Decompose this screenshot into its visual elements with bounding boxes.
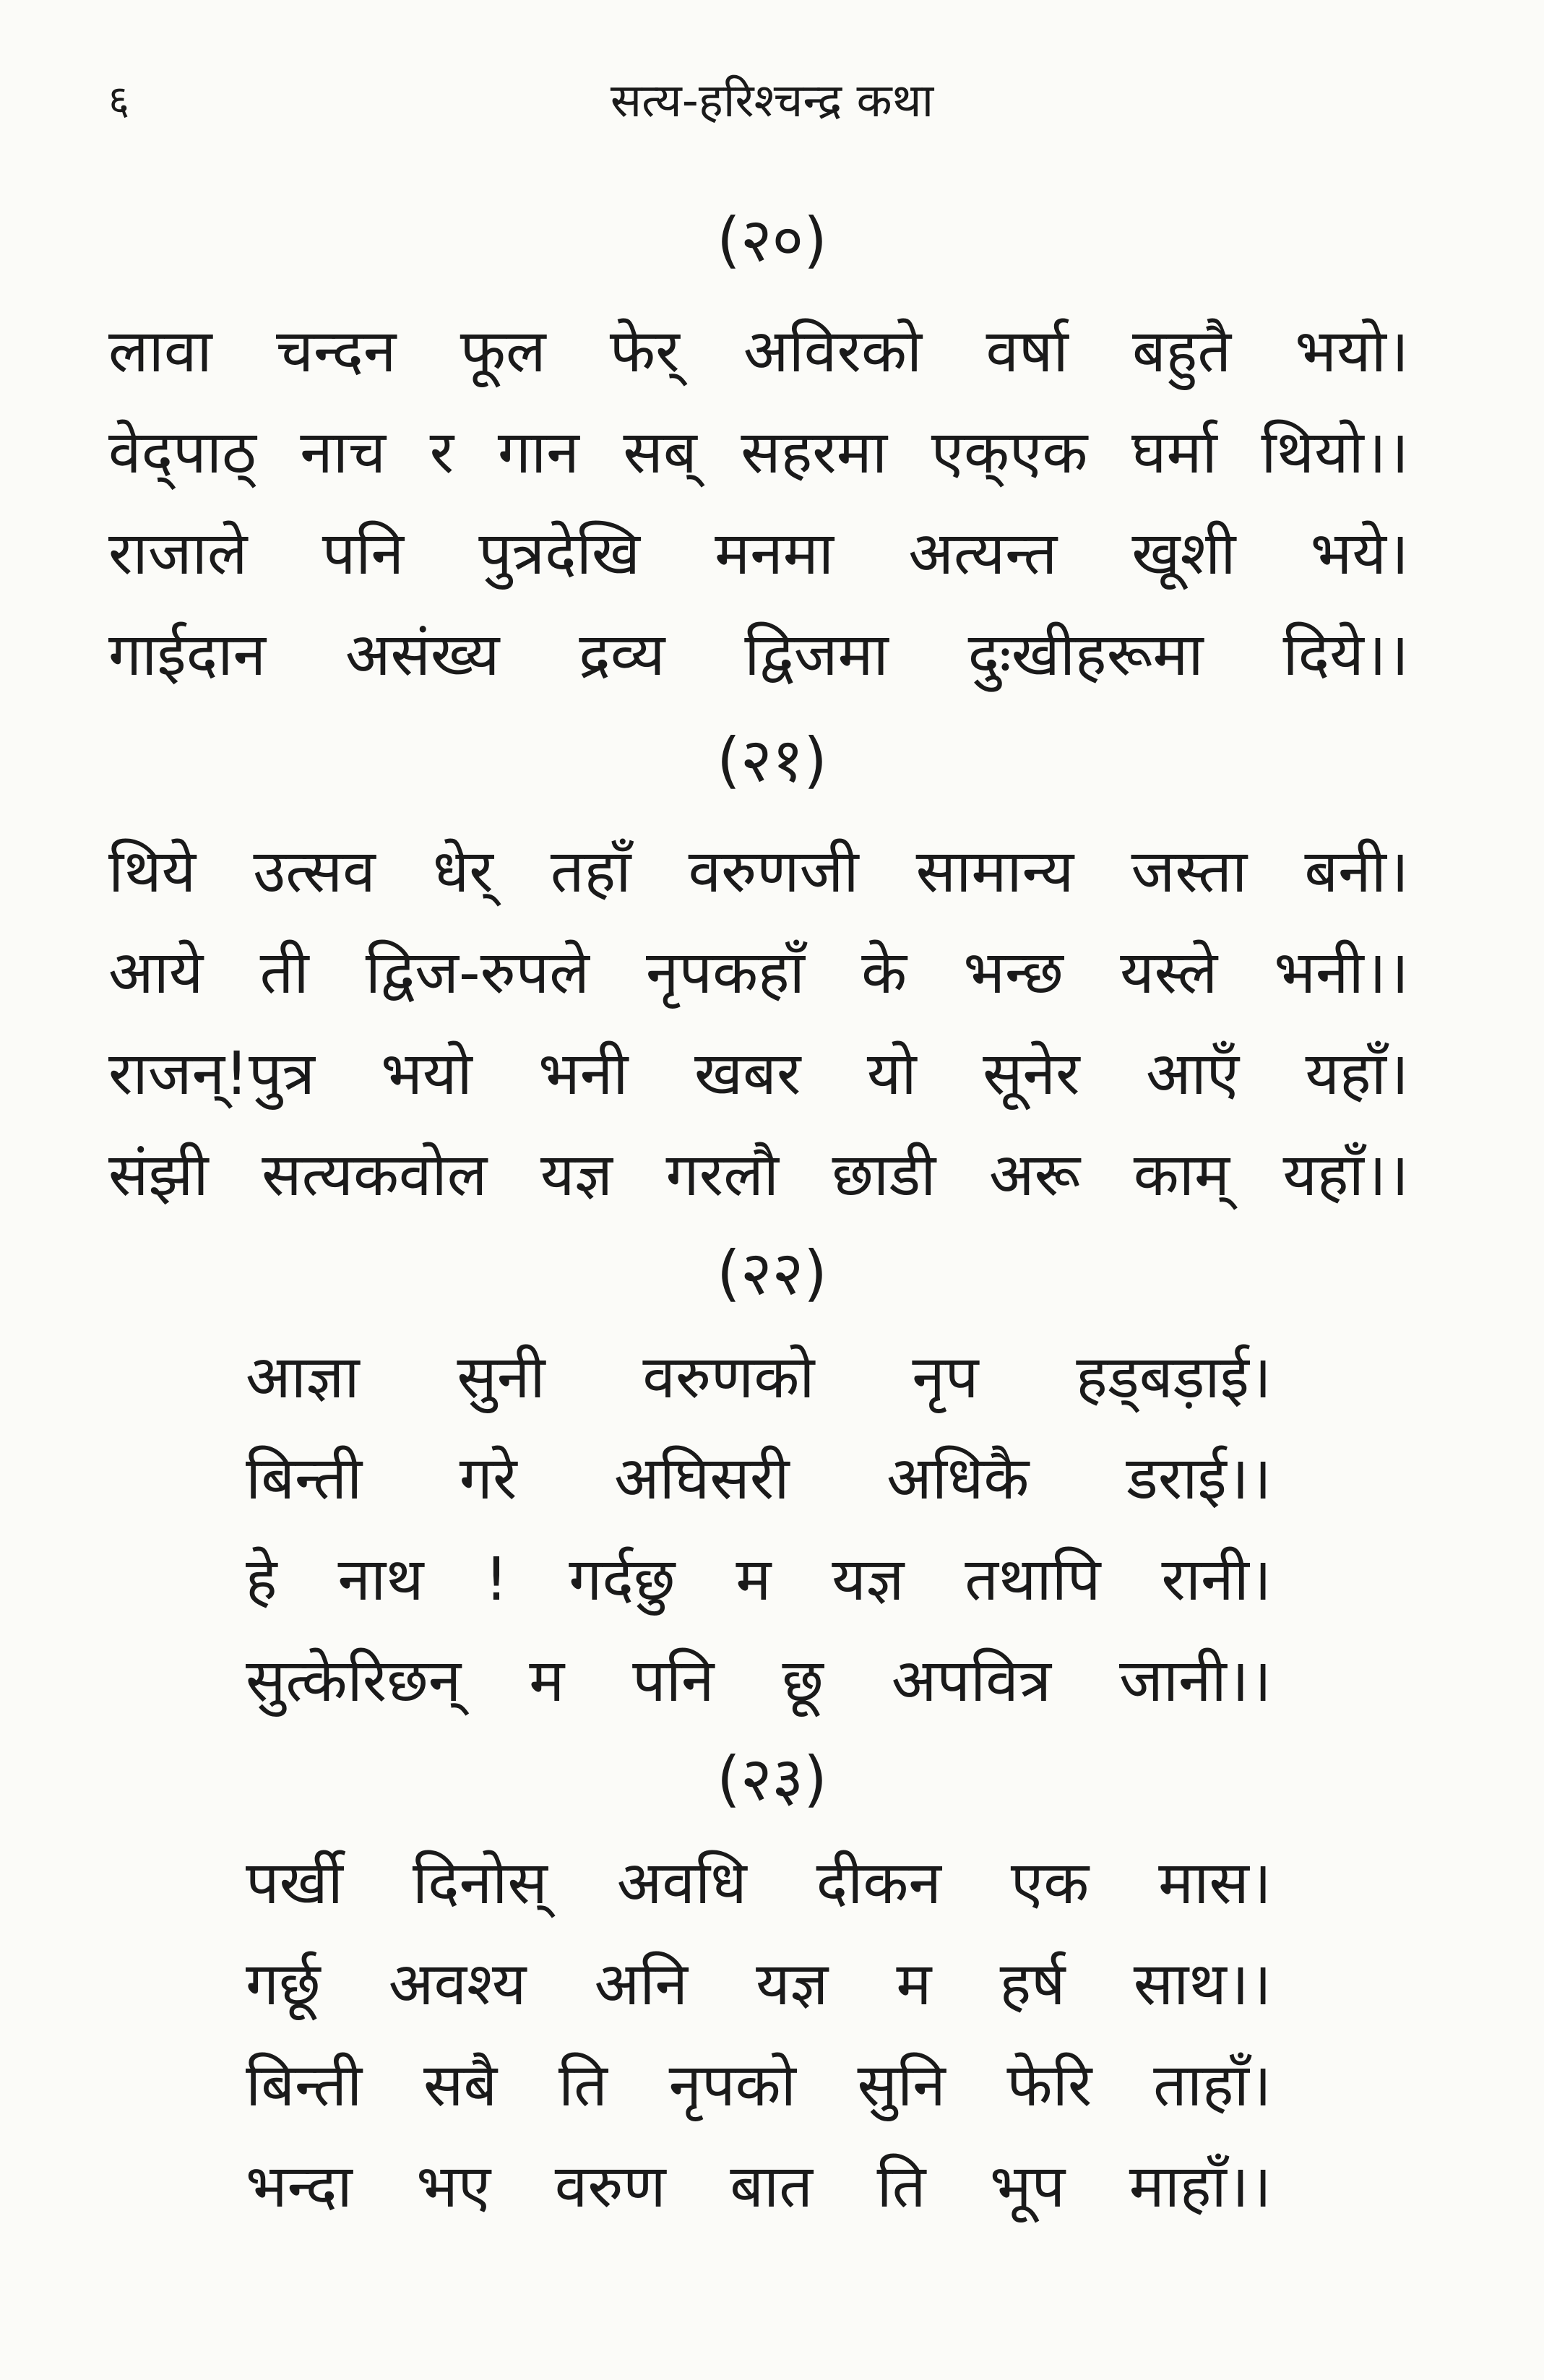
verse-line bbox=[246, 1344, 1272, 1412]
verse-word: पर्खी bbox=[246, 1849, 343, 1918]
verse-word: म bbox=[896, 1950, 932, 2019]
verse-word: आएँ bbox=[1145, 1040, 1240, 1108]
verse-word: नाथ bbox=[337, 1545, 424, 1614]
verse-line bbox=[246, 1951, 1272, 2019]
verse-word: एक bbox=[1010, 1849, 1090, 1918]
verse-word: गरे bbox=[459, 1444, 517, 1513]
verse-word: बिन्ती bbox=[246, 1444, 363, 1513]
verse-word: हड्बड़ाई। bbox=[1076, 1343, 1272, 1412]
verse-word: अपवित्र bbox=[891, 1647, 1052, 1715]
verse-word: सुनि bbox=[857, 2051, 946, 2120]
verse-word: एक्एक bbox=[931, 418, 1088, 487]
verse-word: फूल bbox=[460, 317, 546, 386]
verse-word: अघिसरी bbox=[614, 1444, 790, 1513]
verse-word: अविरको bbox=[743, 317, 923, 386]
verse-word: वरुण bbox=[554, 2152, 666, 2221]
verse-word: गरलौ bbox=[665, 1141, 780, 1210]
verse-word: अधिकै bbox=[887, 1444, 1030, 1513]
verse-word: दिनोस् bbox=[412, 1849, 548, 1918]
verse-word: पुत्रदेखि bbox=[478, 519, 640, 588]
verse-word: राजाले bbox=[108, 519, 248, 588]
verse-word: भनी।। bbox=[1274, 939, 1409, 1007]
verse-word: सहरमा bbox=[741, 418, 888, 487]
verse-word: सबै bbox=[423, 2051, 498, 2120]
verse-word: सत्यकवोल bbox=[262, 1141, 488, 1210]
verse-word: काम् bbox=[1133, 1141, 1230, 1210]
verse-word: म bbox=[529, 1647, 565, 1715]
verse-word: जस्ता bbox=[1131, 837, 1248, 906]
verse-word: गान bbox=[497, 418, 579, 487]
verse-word: अनि bbox=[594, 1950, 688, 2019]
verse-word: हे bbox=[246, 1545, 277, 1614]
verse-word: धेर् bbox=[432, 837, 493, 906]
verse-word: पनि bbox=[322, 519, 405, 588]
verse-word: खूशी bbox=[1131, 519, 1236, 588]
verse-word: लावा bbox=[108, 317, 212, 386]
verse-line bbox=[246, 1850, 1272, 1918]
verse-word: ताहाँ। bbox=[1153, 2051, 1272, 2120]
verse-word: खबर bbox=[694, 1040, 801, 1108]
verse-word: बहुतै bbox=[1131, 317, 1232, 386]
verse-line bbox=[108, 419, 1409, 487]
verse-word: भये। bbox=[1310, 519, 1409, 588]
stanza-number: (२०) bbox=[717, 204, 827, 275]
page-number: ६ bbox=[108, 77, 130, 124]
verse-word: यहाँ। bbox=[1305, 1040, 1409, 1108]
verse-word: सुनी bbox=[457, 1343, 545, 1412]
verse-word: अरू bbox=[988, 1141, 1081, 1210]
verse-word: आज्ञा bbox=[246, 1343, 360, 1412]
verse-word: र bbox=[429, 418, 454, 487]
verse-word: मनमा bbox=[715, 519, 834, 588]
verse-line bbox=[108, 318, 1409, 386]
verse-line bbox=[246, 1445, 1272, 1513]
verse-word: पनि bbox=[632, 1647, 715, 1715]
verse-word: वेद्पाठ् bbox=[108, 418, 256, 487]
verse-word: असंख्य bbox=[345, 621, 500, 689]
verse-word: वरुणजी bbox=[688, 837, 859, 906]
verse-word: सामान्य bbox=[915, 837, 1074, 906]
verse-word: दीकन bbox=[816, 1849, 941, 1918]
verse-word: हर्ष bbox=[999, 1950, 1066, 2019]
stanza-number: (२३) bbox=[717, 1743, 827, 1814]
verse-word: नृप bbox=[912, 1343, 979, 1412]
verse-word: गाईदान bbox=[108, 621, 266, 689]
stanza-number: (२१) bbox=[717, 725, 827, 796]
verse-word: भए bbox=[416, 2152, 491, 2221]
verse-word: द्रव्य bbox=[579, 621, 665, 689]
verse-word: राजन्!पुत्र bbox=[108, 1040, 315, 1108]
verse-word: रानी। bbox=[1161, 1545, 1272, 1614]
verse-word: माहाँ।। bbox=[1129, 2152, 1272, 2221]
verse-word: अवधि bbox=[616, 1849, 747, 1918]
verse-line bbox=[108, 1040, 1409, 1108]
verse-word: म bbox=[736, 1545, 772, 1614]
verse-word: यहाँ।। bbox=[1282, 1141, 1409, 1210]
verse-word: आये bbox=[108, 939, 204, 1007]
verse-word: चन्दन bbox=[275, 317, 397, 386]
verse-line bbox=[246, 1647, 1272, 1715]
verse-word: गर्दछु bbox=[569, 1545, 676, 1614]
verse-word: भूप bbox=[989, 2152, 1066, 2221]
verse-word: ति bbox=[876, 2152, 926, 2221]
verse-word: थियो।। bbox=[1261, 418, 1409, 487]
verse-word: तथापि bbox=[965, 1545, 1101, 1614]
verse-word: यज्ञ bbox=[756, 1950, 829, 2019]
verse-word: उत्सव bbox=[253, 837, 376, 906]
verse-line bbox=[108, 520, 1409, 588]
verse-word: बिन्ती bbox=[246, 2051, 363, 2120]
verse-word: द्विजमा bbox=[744, 621, 889, 689]
verse-word: संझी bbox=[108, 1141, 209, 1210]
verse-word: फेर् bbox=[609, 317, 680, 386]
verse-word: भयो bbox=[381, 1040, 473, 1108]
verse-word: घर्मा bbox=[1131, 418, 1217, 487]
verse-line bbox=[108, 939, 1409, 1007]
verse-line bbox=[108, 1142, 1409, 1210]
verse-word: के bbox=[861, 939, 907, 1007]
verse-word: दिये।। bbox=[1282, 621, 1409, 689]
verse-word: बनी। bbox=[1304, 837, 1409, 906]
verse-word: द्विज-रुपले bbox=[365, 939, 590, 1007]
verse-word: वर्षा bbox=[986, 317, 1069, 386]
verse-word: डराई।। bbox=[1126, 1444, 1272, 1513]
verse-word: थिये bbox=[108, 837, 197, 906]
verse-word: छू bbox=[782, 1647, 824, 1715]
verse-word: ती bbox=[259, 939, 309, 1007]
verse-word: सब् bbox=[623, 418, 697, 487]
verse-word: ति bbox=[558, 2051, 608, 2120]
verse-line bbox=[108, 621, 1409, 689]
verse-word: गर्छू bbox=[246, 1950, 321, 2019]
verse-line bbox=[108, 838, 1409, 906]
verse-word: दुःखीहरूमा bbox=[967, 621, 1204, 689]
verse-word: फेरि bbox=[1006, 2051, 1092, 2120]
verse-word: वरुणको bbox=[642, 1343, 815, 1412]
verse-word: बात bbox=[730, 2152, 813, 2221]
verse-word: नृपको bbox=[668, 2051, 796, 2120]
verse-word: जानी।। bbox=[1118, 1647, 1272, 1715]
verse-word: साथ।। bbox=[1133, 1950, 1272, 2019]
verse-word: भनी bbox=[538, 1040, 629, 1108]
verse-word: नाच bbox=[300, 418, 387, 487]
verse-word: छाडी bbox=[832, 1141, 936, 1210]
verse-word: यस्ले bbox=[1120, 939, 1218, 1007]
verse-word: यो bbox=[866, 1040, 917, 1108]
verse-word: यज्ञ bbox=[832, 1545, 905, 1614]
verse-line bbox=[246, 1546, 1272, 1614]
stanza-number: (२२) bbox=[717, 1238, 827, 1308]
verse-word: यज्ञ bbox=[540, 1141, 613, 1210]
verse-word: भयो। bbox=[1295, 317, 1409, 386]
verse-word: अवश्य bbox=[388, 1950, 527, 2019]
verse-word: ! bbox=[484, 1545, 509, 1614]
verse-word: भन्छ bbox=[963, 939, 1064, 1007]
running-head: सत्य-हरिश्चन्द्र कथा bbox=[610, 74, 934, 128]
verse-word: मास। bbox=[1158, 1849, 1272, 1918]
verse-word: सुत्केरिछन् bbox=[246, 1647, 462, 1715]
verse-line bbox=[246, 2153, 1272, 2221]
verse-line bbox=[246, 2052, 1272, 2120]
verse-word: तहाँ bbox=[550, 837, 631, 906]
verse-word: अत्यन्त bbox=[908, 519, 1058, 588]
verse-word: सूनेर bbox=[983, 1040, 1080, 1108]
verse-word: भन्दा bbox=[246, 2152, 353, 2221]
verse-word: नृपकहाँ bbox=[646, 939, 805, 1007]
